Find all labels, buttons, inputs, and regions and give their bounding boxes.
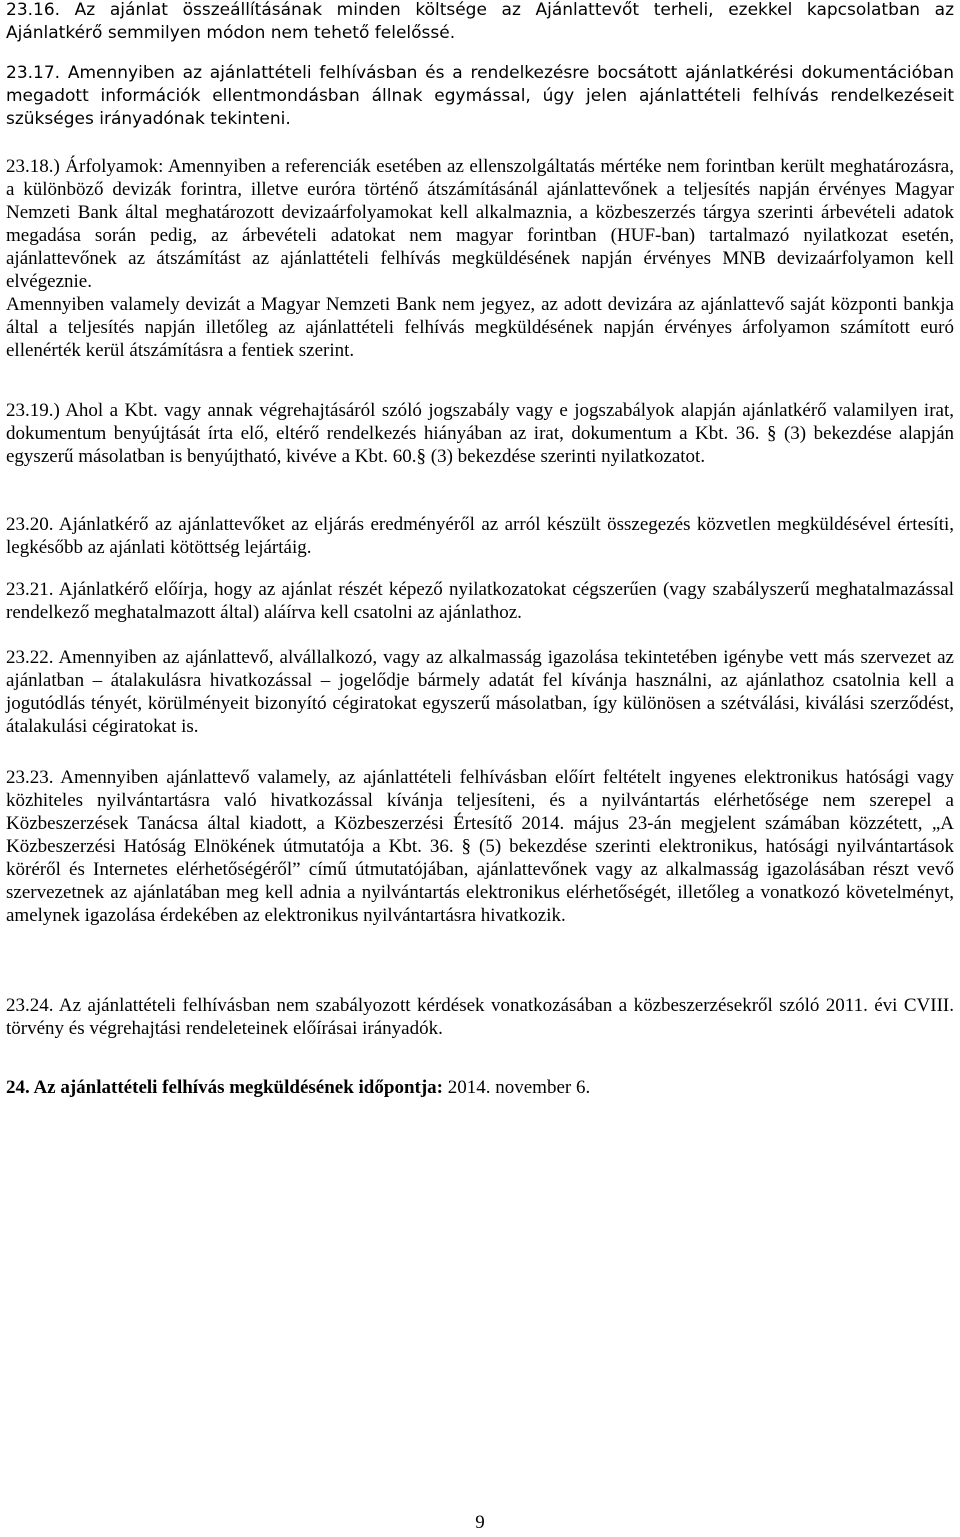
section-24-label: 24. Az ajánlattételi felhívás megküldésének időpontja: [6,1077,443,1098]
paragraph-23-18 [6,155,954,362]
section-24-line [6,1076,954,1099]
paragraph-23-24 [6,994,954,1040]
paragraph-text: 23.20. Ajánlatkérő az ajánlattevőket az eljárás eredményéről az arról készült összegezés közvetlen megküldésével értesíti, legkésőbb az ajánlati kötöttség lejártáig. [6,514,954,558]
paragraph-23-23 [6,766,954,927]
paragraph-23-20 [6,513,954,559]
paragraph-text: 23.21. Ajánlatkérő előírja, hogy az ajánlat részét képező nyilatkozatokat cégszerűen (vagy szabályszerű meghatalmazással rendelkező meghatalmazott által) aláírva kell csatolni az ajánlathoz. [6,579,954,623]
paragraph-text: 23.24. Az ajánlattételi felhívásban nem szabályozott kérdések vonatkozásában a közbeszerzésekről szóló 2011. évi CVIII. törvény és végrehajtási rendeleteinek előírásai irányadók. [6,995,954,1039]
paragraph-text: 23.16. Az ajánlat összeállításának minden költsége az Ajánlattevőt terheli, ezekkel kapcsolatban az Ajánlatkérő semmilyen módon nem tehető felelőssé. [6,0,954,43]
paragraph-text: Amennyiben valamely devizát a Magyar Nemzeti Bank nem jegyez, az adott devizára az ajánlattevő saját központi bankja által a teljesítés napján illetőleg az ajánlattételi felhívás megküldésének napján érvényes árfolyamon számított euró ellenérték kerül átszámításra a fentiek szerint. [6,294,954,361]
paragraph-23-16 [6,0,954,45]
paragraph-23-19 [6,399,954,468]
paragraph-text: 23.22. Amennyiben az ajánlattevő, alvállalkozó, vagy az alkalmasság igazolása tekintetében igénybe vett más szervezet az ajánlatban – átalakulásra hivatkozással – jogelődje bármely adatát fel kívánja használni, az ajánlathoz csatolnia kell a jogutódlás tényét, körülményeit bizonyító cégiratokat egyszerű másolatban, így különösen a szétválási, kiválási szerződést, átalakulási cégiratokat is. [6,647,954,737]
page-number: 9 [475,1512,485,1533]
paragraph-23-17 [6,62,954,131]
paragraph-text: 23.17. Amennyiben az ajánlattételi felhívásban és a rendelkezésre bocsátott ajánlatkérési dokumentációban megadott információk ellentmondásban állnak egymással, úgy jelen ajánlattételi felhívás rendelkezéseit szükséges irányadónak tekinteni. [6,63,954,129]
paragraph-23-21 [6,578,954,624]
paragraph-23-22 [6,646,954,738]
paragraph-text: 23.18.) Árfolyamok: Amennyiben a referenciák esetében az ellenszolgáltatás mértéke nem forintban került meghatározásra, a különböző devizák forintra, illetve euróra történő átszámításánál ajánlattevőnek a teljesítés napján érvényes Magyar Nemzeti Bank által meghatározott devizaárfolyamokat kell alkalmaznia, a közbeszerzés tárgya szerinti árbevételi adatok megadása során pedig, az árbevételi adatokat nem magyar forintban (HUF-ban) tartalmazó nyilatkozat esetén, ajánlattevőnek az átszámítást az ajánlattételi felhívás megküldésének napján érvényes MNB devizaárfolyamon kell elvégeznie. [6,156,954,292]
paragraph-text: 23.19.) Ahol a Kbt. vagy annak végrehajtásáról szóló jogszabály vagy e jogszabályok alapján ajánlatkérő valamilyen irat, dokumentum benyújtását írta elő, eltérő rendelkezés hiányában az irat, dokumentum a Kbt. 36. § (3) bekezdése alapján egyszerű másolatban is benyújtható, kivéve a Kbt. 60.§ (3) bekezdése szerinti nyilatkozatot. [6,400,954,467]
section-24 [6,1076,954,1099]
paragraph-text: 23.23. Amennyiben ajánlattevő valamely, az ajánlattételi felhívásban előírt feltételt ingyenes elektronikus hatósági vagy közhiteles nyilvántartásra való hivatkozással kívánja teljesíteni, és a nyilvántartás elérhetősége nem szerepel a Közbeszerzések Tanácsa által kiadott, a Közbeszerzési Értesítő 2014. május 23-án megjelent számában közzétett, „A Közbeszerzési Hatóság Elnökének útmutatója a Kbt. 36. § (5) bekezdése szerinti elektronikus, hatósági nyilvántartások köréről és Internetes elérhetőségéről” című útmutatójában, ajánlattevőnek vagy az alkalmasság igazolásában részt vevő szervezetnek az ajánlatában meg kell adnia a nyilvántartás elektronikus elérhetőségét, illetőleg a vonatkozó követelményt, amelynek igazolása érdekében az elektronikus nyilvántartásra hivatkozik. [6,767,954,926]
section-24-value: 2014. november 6. [447,1077,591,1098]
